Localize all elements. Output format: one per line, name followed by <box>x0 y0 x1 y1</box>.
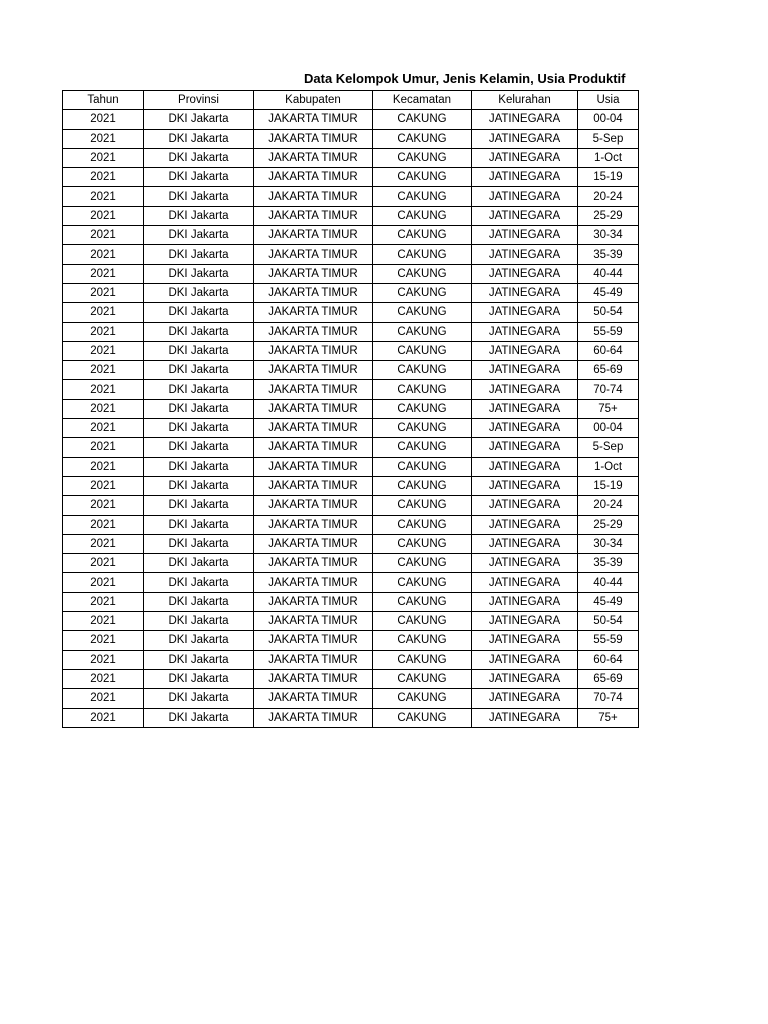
cell-kelurahan: JATINEGARA <box>472 206 578 225</box>
cell-kelurahan: JATINEGARA <box>472 129 578 148</box>
cell-tahun: 2021 <box>63 303 144 322</box>
table-row <box>63 283 639 302</box>
cell-tahun: 2021 <box>63 573 144 592</box>
cell-kecamatan: CAKUNG <box>373 264 472 283</box>
cell-tahun: 2021 <box>63 264 144 283</box>
cell-usia: 50-54 <box>578 612 639 631</box>
cell-tahun: 2021 <box>63 110 144 129</box>
cell-usia: 75+ <box>578 399 639 418</box>
cell-kelurahan: JATINEGARA <box>472 303 578 322</box>
cell-kecamatan: CAKUNG <box>373 380 472 399</box>
column-header-kecamatan: Kecamatan <box>373 91 472 110</box>
cell-tahun: 2021 <box>63 245 144 264</box>
cell-usia: 30-34 <box>578 226 639 245</box>
cell-provinsi: DKI Jakarta <box>144 689 254 708</box>
cell-kabupaten: JAKARTA TIMUR <box>254 206 373 225</box>
cell-usia: 55-59 <box>578 631 639 650</box>
cell-provinsi: DKI Jakarta <box>144 283 254 302</box>
cell-provinsi: DKI Jakarta <box>144 496 254 515</box>
table-row <box>63 554 639 573</box>
cell-provinsi: DKI Jakarta <box>144 708 254 727</box>
table-row <box>63 496 639 515</box>
cell-kabupaten: JAKARTA TIMUR <box>254 226 373 245</box>
cell-provinsi: DKI Jakarta <box>144 245 254 264</box>
table-row <box>63 380 639 399</box>
table-row <box>63 187 639 206</box>
cell-provinsi: DKI Jakarta <box>144 631 254 650</box>
cell-kabupaten: JAKARTA TIMUR <box>254 689 373 708</box>
table-row <box>63 650 639 669</box>
cell-kecamatan: CAKUNG <box>373 283 472 302</box>
table-row <box>63 438 639 457</box>
cell-kelurahan: JATINEGARA <box>472 476 578 495</box>
cell-kecamatan: CAKUNG <box>373 612 472 631</box>
cell-usia: 35-39 <box>578 245 639 264</box>
cell-tahun: 2021 <box>63 689 144 708</box>
cell-usia: 5-Sep <box>578 129 639 148</box>
cell-kelurahan: JATINEGARA <box>472 689 578 708</box>
table-row <box>63 322 639 341</box>
cell-kecamatan: CAKUNG <box>373 515 472 534</box>
table-body <box>63 110 639 728</box>
cell-kecamatan: CAKUNG <box>373 148 472 167</box>
cell-provinsi: DKI Jakarta <box>144 303 254 322</box>
cell-kelurahan: JATINEGARA <box>472 341 578 360</box>
cell-usia: 00-04 <box>578 110 639 129</box>
cell-kabupaten: JAKARTA TIMUR <box>254 380 373 399</box>
cell-kabupaten: JAKARTA TIMUR <box>254 419 373 438</box>
cell-usia: 45-49 <box>578 283 639 302</box>
table-row <box>63 148 639 167</box>
cell-kecamatan: CAKUNG <box>373 592 472 611</box>
table-row <box>63 226 639 245</box>
table-row <box>63 631 639 650</box>
cell-kabupaten: JAKARTA TIMUR <box>254 708 373 727</box>
table-row <box>63 457 639 476</box>
cell-provinsi: DKI Jakarta <box>144 380 254 399</box>
cell-kecamatan: CAKUNG <box>373 322 472 341</box>
cell-kelurahan: JATINEGARA <box>472 631 578 650</box>
cell-provinsi: DKI Jakarta <box>144 592 254 611</box>
cell-tahun: 2021 <box>63 457 144 476</box>
cell-kelurahan: JATINEGARA <box>472 496 578 515</box>
cell-provinsi: DKI Jakarta <box>144 669 254 688</box>
cell-kelurahan: JATINEGARA <box>472 283 578 302</box>
cell-kabupaten: JAKARTA TIMUR <box>254 322 373 341</box>
cell-provinsi: DKI Jakarta <box>144 322 254 341</box>
cell-kabupaten: JAKARTA TIMUR <box>254 341 373 360</box>
cell-kecamatan: CAKUNG <box>373 399 472 418</box>
cell-kelurahan: JATINEGARA <box>472 419 578 438</box>
cell-kecamatan: CAKUNG <box>373 361 472 380</box>
cell-provinsi: DKI Jakarta <box>144 534 254 553</box>
cell-tahun: 2021 <box>63 476 144 495</box>
cell-kelurahan: JATINEGARA <box>472 554 578 573</box>
cell-usia: 45-49 <box>578 592 639 611</box>
cell-tahun: 2021 <box>63 534 144 553</box>
cell-usia: 50-54 <box>578 303 639 322</box>
table-row <box>63 476 639 495</box>
cell-provinsi: DKI Jakarta <box>144 206 254 225</box>
cell-provinsi: DKI Jakarta <box>144 226 254 245</box>
cell-provinsi: DKI Jakarta <box>144 554 254 573</box>
cell-tahun: 2021 <box>63 283 144 302</box>
cell-tahun: 2021 <box>63 129 144 148</box>
cell-kelurahan: JATINEGARA <box>472 592 578 611</box>
table-row <box>63 534 639 553</box>
cell-usia: 75+ <box>578 708 639 727</box>
cell-kecamatan: CAKUNG <box>373 206 472 225</box>
cell-tahun: 2021 <box>63 399 144 418</box>
cell-tahun: 2021 <box>63 419 144 438</box>
cell-usia: 65-69 <box>578 361 639 380</box>
cell-kecamatan: CAKUNG <box>373 245 472 264</box>
cell-kabupaten: JAKARTA TIMUR <box>254 476 373 495</box>
cell-kabupaten: JAKARTA TIMUR <box>254 148 373 167</box>
cell-usia: 55-59 <box>578 322 639 341</box>
cell-kelurahan: JATINEGARA <box>472 708 578 727</box>
column-header-usia: Usia <box>578 91 639 110</box>
data-table <box>62 90 639 728</box>
cell-tahun: 2021 <box>63 380 144 399</box>
table-row <box>63 399 639 418</box>
cell-kabupaten: JAKARTA TIMUR <box>254 129 373 148</box>
cell-usia: 1-Oct <box>578 148 639 167</box>
cell-usia: 60-64 <box>578 650 639 669</box>
cell-provinsi: DKI Jakarta <box>144 573 254 592</box>
column-header-provinsi: Provinsi <box>144 91 254 110</box>
cell-kabupaten: JAKARTA TIMUR <box>254 283 373 302</box>
cell-kelurahan: JATINEGARA <box>472 187 578 206</box>
cell-tahun: 2021 <box>63 631 144 650</box>
cell-kelurahan: JATINEGARA <box>472 148 578 167</box>
cell-kabupaten: JAKARTA TIMUR <box>254 631 373 650</box>
cell-kecamatan: CAKUNG <box>373 534 472 553</box>
cell-kecamatan: CAKUNG <box>373 226 472 245</box>
cell-kecamatan: CAKUNG <box>373 631 472 650</box>
cell-kabupaten: JAKARTA TIMUR <box>254 554 373 573</box>
cell-usia: 20-24 <box>578 496 639 515</box>
cell-kelurahan: JATINEGARA <box>472 361 578 380</box>
cell-kecamatan: CAKUNG <box>373 341 472 360</box>
table-row <box>63 264 639 283</box>
cell-kecamatan: CAKUNG <box>373 573 472 592</box>
cell-tahun: 2021 <box>63 592 144 611</box>
cell-tahun: 2021 <box>63 322 144 341</box>
cell-kabupaten: JAKARTA TIMUR <box>254 187 373 206</box>
cell-usia: 70-74 <box>578 380 639 399</box>
cell-kelurahan: JATINEGARA <box>472 669 578 688</box>
cell-kecamatan: CAKUNG <box>373 496 472 515</box>
page-title: Data Kelompok Umur, Jenis Kelamin, Usia Produktif <box>304 71 626 86</box>
table-row <box>63 592 639 611</box>
cell-provinsi: DKI Jakarta <box>144 399 254 418</box>
cell-kelurahan: JATINEGARA <box>472 110 578 129</box>
cell-usia: 70-74 <box>578 689 639 708</box>
cell-provinsi: DKI Jakarta <box>144 341 254 360</box>
cell-usia: 25-29 <box>578 206 639 225</box>
cell-usia: 65-69 <box>578 669 639 688</box>
cell-kabupaten: JAKARTA TIMUR <box>254 303 373 322</box>
table-row <box>63 206 639 225</box>
header-row <box>63 91 639 110</box>
cell-usia: 15-19 <box>578 476 639 495</box>
cell-tahun: 2021 <box>63 496 144 515</box>
cell-kelurahan: JATINEGARA <box>472 264 578 283</box>
table-row <box>63 612 639 631</box>
cell-kelurahan: JATINEGARA <box>472 457 578 476</box>
cell-tahun: 2021 <box>63 708 144 727</box>
cell-provinsi: DKI Jakarta <box>144 476 254 495</box>
cell-provinsi: DKI Jakarta <box>144 650 254 669</box>
cell-kecamatan: CAKUNG <box>373 708 472 727</box>
cell-provinsi: DKI Jakarta <box>144 361 254 380</box>
cell-kabupaten: JAKARTA TIMUR <box>254 669 373 688</box>
cell-kabupaten: JAKARTA TIMUR <box>254 515 373 534</box>
cell-kelurahan: JATINEGARA <box>472 438 578 457</box>
cell-tahun: 2021 <box>63 438 144 457</box>
cell-kecamatan: CAKUNG <box>373 689 472 708</box>
cell-kelurahan: JATINEGARA <box>472 399 578 418</box>
table-row <box>63 708 639 727</box>
cell-kelurahan: JATINEGARA <box>472 534 578 553</box>
cell-tahun: 2021 <box>63 341 144 360</box>
cell-kelurahan: JATINEGARA <box>472 573 578 592</box>
table-row <box>63 168 639 187</box>
table-row <box>63 361 639 380</box>
cell-kelurahan: JATINEGARA <box>472 245 578 264</box>
cell-kecamatan: CAKUNG <box>373 187 472 206</box>
cell-provinsi: DKI Jakarta <box>144 187 254 206</box>
cell-usia: 60-64 <box>578 341 639 360</box>
table-row <box>63 669 639 688</box>
table-row <box>63 573 639 592</box>
cell-tahun: 2021 <box>63 515 144 534</box>
cell-kabupaten: JAKARTA TIMUR <box>254 438 373 457</box>
cell-tahun: 2021 <box>63 187 144 206</box>
cell-kecamatan: CAKUNG <box>373 476 472 495</box>
cell-provinsi: DKI Jakarta <box>144 264 254 283</box>
cell-kabupaten: JAKARTA TIMUR <box>254 264 373 283</box>
cell-provinsi: DKI Jakarta <box>144 129 254 148</box>
cell-provinsi: DKI Jakarta <box>144 148 254 167</box>
table-row <box>63 129 639 148</box>
cell-kabupaten: JAKARTA TIMUR <box>254 168 373 187</box>
cell-kabupaten: JAKARTA TIMUR <box>254 110 373 129</box>
cell-kabupaten: JAKARTA TIMUR <box>254 650 373 669</box>
cell-kecamatan: CAKUNG <box>373 303 472 322</box>
table-row <box>63 689 639 708</box>
cell-usia: 25-29 <box>578 515 639 534</box>
cell-kecamatan: CAKUNG <box>373 457 472 476</box>
cell-kelurahan: JATINEGARA <box>472 612 578 631</box>
cell-kelurahan: JATINEGARA <box>472 380 578 399</box>
cell-kabupaten: JAKARTA TIMUR <box>254 534 373 553</box>
table-row <box>63 419 639 438</box>
cell-kabupaten: JAKARTA TIMUR <box>254 245 373 264</box>
cell-tahun: 2021 <box>63 148 144 167</box>
cell-usia: 15-19 <box>578 168 639 187</box>
cell-kabupaten: JAKARTA TIMUR <box>254 573 373 592</box>
cell-kabupaten: JAKARTA TIMUR <box>254 361 373 380</box>
table-row <box>63 515 639 534</box>
cell-provinsi: DKI Jakarta <box>144 438 254 457</box>
cell-kabupaten: JAKARTA TIMUR <box>254 399 373 418</box>
cell-kelurahan: JATINEGARA <box>472 515 578 534</box>
cell-usia: 1-Oct <box>578 457 639 476</box>
cell-tahun: 2021 <box>63 650 144 669</box>
cell-kabupaten: JAKARTA TIMUR <box>254 612 373 631</box>
cell-kelurahan: JATINEGARA <box>472 168 578 187</box>
cell-usia: 20-24 <box>578 187 639 206</box>
cell-kabupaten: JAKARTA TIMUR <box>254 496 373 515</box>
cell-kecamatan: CAKUNG <box>373 129 472 148</box>
cell-tahun: 2021 <box>63 206 144 225</box>
cell-kabupaten: JAKARTA TIMUR <box>254 592 373 611</box>
cell-tahun: 2021 <box>63 669 144 688</box>
cell-kecamatan: CAKUNG <box>373 650 472 669</box>
cell-kecamatan: CAKUNG <box>373 438 472 457</box>
cell-kelurahan: JATINEGARA <box>472 322 578 341</box>
cell-kelurahan: JATINEGARA <box>472 226 578 245</box>
cell-provinsi: DKI Jakarta <box>144 515 254 534</box>
cell-kecamatan: CAKUNG <box>373 168 472 187</box>
cell-kelurahan: JATINEGARA <box>472 650 578 669</box>
cell-tahun: 2021 <box>63 226 144 245</box>
table-row <box>63 245 639 264</box>
cell-provinsi: DKI Jakarta <box>144 457 254 476</box>
table-row <box>63 110 639 129</box>
column-header-kabupaten: Kabupaten <box>254 91 373 110</box>
cell-usia: 35-39 <box>578 554 639 573</box>
cell-provinsi: DKI Jakarta <box>144 168 254 187</box>
table-row <box>63 341 639 360</box>
cell-kabupaten: JAKARTA TIMUR <box>254 457 373 476</box>
cell-usia: 30-34 <box>578 534 639 553</box>
table-row <box>63 303 639 322</box>
cell-kecamatan: CAKUNG <box>373 110 472 129</box>
cell-usia: 40-44 <box>578 264 639 283</box>
cell-tahun: 2021 <box>63 168 144 187</box>
cell-provinsi: DKI Jakarta <box>144 110 254 129</box>
cell-tahun: 2021 <box>63 554 144 573</box>
cell-kecamatan: CAKUNG <box>373 419 472 438</box>
cell-tahun: 2021 <box>63 612 144 631</box>
column-header-tahun: Tahun <box>63 91 144 110</box>
cell-kecamatan: CAKUNG <box>373 554 472 573</box>
cell-kecamatan: CAKUNG <box>373 669 472 688</box>
cell-tahun: 2021 <box>63 361 144 380</box>
cell-usia: 00-04 <box>578 419 639 438</box>
cell-provinsi: DKI Jakarta <box>144 419 254 438</box>
cell-usia: 5-Sep <box>578 438 639 457</box>
cell-usia: 40-44 <box>578 573 639 592</box>
column-header-kelurahan: Kelurahan <box>472 91 578 110</box>
cell-provinsi: DKI Jakarta <box>144 612 254 631</box>
